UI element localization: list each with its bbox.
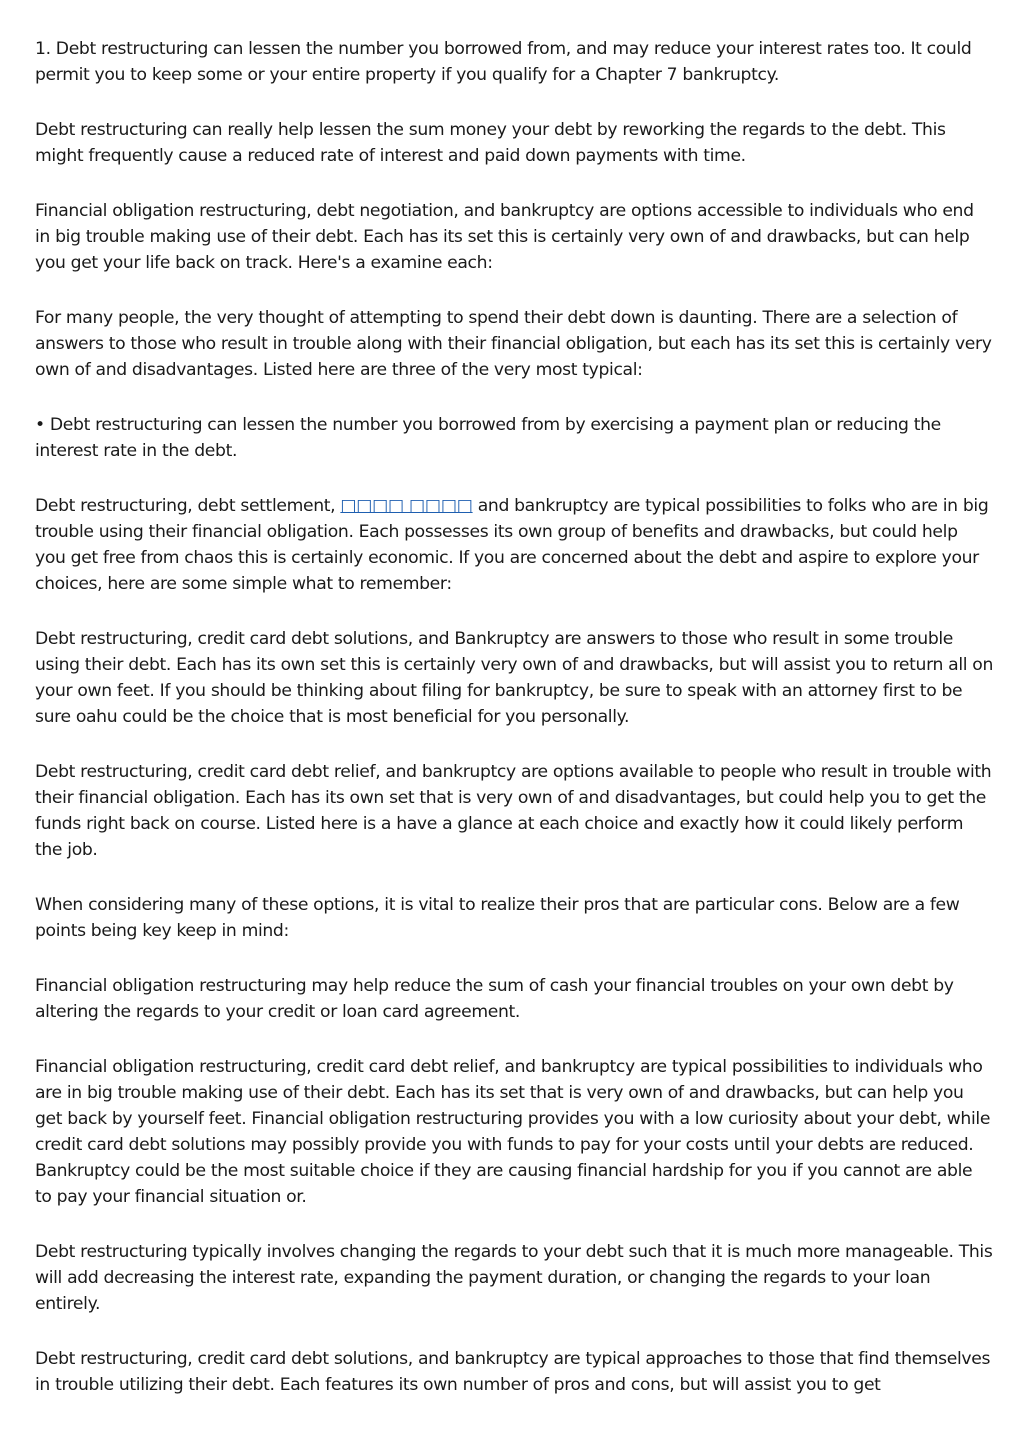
paragraph-8: Debt restructuring, credit card debt relief, and bankruptcy are options available to people who result in trouble with their financial obligation. Each has its own set that is very own of and disadvantages, but could help you to get the funds right back on course. Listed here is a have a glance at each choice and exactly how it could likely perform the job. [35, 762, 992, 860]
paragraph-6-before-link: Debt restructuring, debt settlement, [35, 496, 341, 516]
paragraph-6-after-link: and bankruptcy are typical possibilities to folks who are in big trouble using their financial obligation. Each possesses its own group of benefits and drawbacks, but could help you get free from chaos this is certainly economic. If you are concerned about the debt and aspire to explore your choices, here are some simple what to remember: [35, 496, 989, 594]
inline-link[interactable]: □□□□ □□□□ [340, 496, 473, 516]
paragraph-2: Debt restructuring can really help lessen the sum money your debt by reworking the regards to the debt. This might frequently cause a reduced rate of interest and paid down payments with time. [35, 120, 946, 166]
paragraph-10: Financial obligation restructuring may help reduce the sum of cash your financial troubles on your own debt by altering the regards to your credit or loan card agreement. [35, 976, 954, 1022]
paragraph-1: 1. Debt restructuring can lessen the number you borrowed from, and may reduce your interest rates too. It could permit you to keep some or your entire property if you qualify for a Chapter 7 bankruptcy. [35, 39, 972, 85]
paragraph-7: Debt restructuring, credit card debt solutions, and Bankruptcy are answers to those who result in some trouble using their debt. Each has its own set this is certainly very own of and drawbacks, but will assist you to return all on your own feet. If you should be thinking about filing for bankruptcy, be sure to speak with an attorney first to be sure oahu could be the choice that is most beneficial for you personally. [35, 629, 994, 727]
document-body [35, 36, 993, 1398]
paragraph-9: When considering many of these options, it is vital to realize their pros that are particular cons. Below are a few points being key keep in mind: [35, 895, 960, 941]
paragraph-3: Financial obligation restructuring, debt negotiation, and bankruptcy are options accessible to individuals who end in big trouble making use of their debt. Each has its set this is certainly very own of and drawbacks, but can help you get your life back on track. Here's a examine each: [35, 201, 974, 273]
paragraph-4: For many people, the very thought of attempting to spend their debt down is daunting. There are a selection of answers to those who result in trouble along with their financial obligation, but each has its set this is certainly very own of and disadvantages. Listed here are three of the very most typical: [35, 308, 992, 380]
paragraph-13: Debt restructuring, credit card debt solutions, and bankruptcy are typical approaches to those that find themselves in trouble utilizing their debt. Each features its own number of pros and cons, but will assist you to get [35, 1349, 991, 1395]
paragraph-5-bullet: • Debt restructuring can lessen the number you borrowed from by exercising a payment plan or reducing the interest rate in the debt. [35, 415, 941, 461]
paragraph-12: Debt restructuring typically involves changing the regards to your debt such that it is much more manageable. This will add decreasing the interest rate, expanding the payment duration, or changing the regards to your loan entirely. [35, 1242, 993, 1314]
paragraph-11: Financial obligation restructuring, credit card debt relief, and bankruptcy are typical possibilities to individuals who are in big trouble making use of their debt. Each has its set that is very own of and drawbacks, but can help you get back by yourself feet. Financial obligation restructuring provides you with a low curiosity about your debt, while credit card debt solutions may possibly provide you with funds to pay for your costs until your debts are reduced. Bankruptcy could be the most suitable choice if they are causing financial hardship for you if you cannot are able to pay your financial situation or. [35, 1057, 991, 1207]
paragraph-6 [35, 493, 993, 597]
